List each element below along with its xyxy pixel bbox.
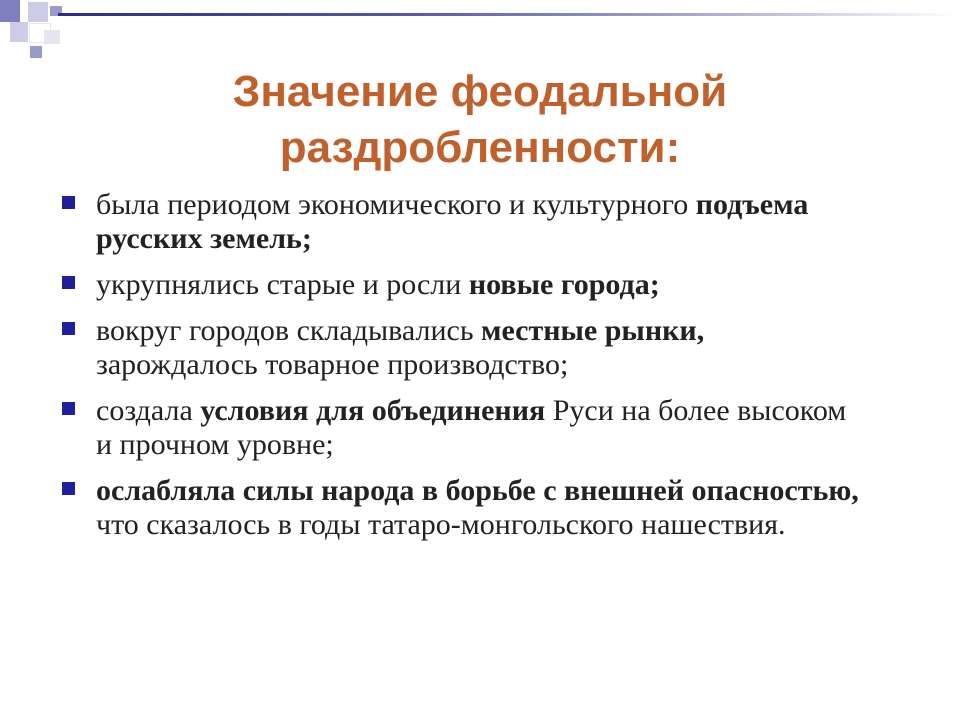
decor-square xyxy=(0,0,20,22)
bullet-bold-text: ослабляла силы народа в борьбе с внешней опасностью, xyxy=(96,474,859,507)
bullet-text: укрупнялись старые и росли xyxy=(96,268,469,301)
bullet-text: Руси на более высоком и прочном уровне; xyxy=(96,394,847,461)
slide-title xyxy=(80,64,880,176)
square-bullet-icon xyxy=(62,482,75,495)
decor-square xyxy=(28,2,48,22)
square-bullet-icon xyxy=(62,196,75,209)
bullet-bold-text: условия для объединения xyxy=(200,394,546,427)
bullet-text: вокруг городов складывались xyxy=(96,314,482,347)
bullet-text: была периодом экономического и культурного xyxy=(96,188,696,221)
top-gradient-bar xyxy=(58,13,960,16)
bullet-list xyxy=(62,188,862,554)
square-bullet-icon xyxy=(62,402,75,415)
decor-square xyxy=(44,30,60,44)
slide-title-line-1: Значение феодальной xyxy=(232,67,728,116)
bullet-text: что сказалось в годы татаро-монгольского нашествия. xyxy=(96,508,786,541)
bullet-item xyxy=(62,314,862,382)
bullet-text: зарождалось товарное производство; xyxy=(96,348,569,381)
bullet-bold-text: новые города; xyxy=(468,268,660,301)
bullet-item xyxy=(62,268,862,302)
decor-square xyxy=(10,22,28,42)
bullet-item xyxy=(62,188,862,256)
bullet-item xyxy=(62,474,862,542)
square-bullet-icon xyxy=(62,276,75,289)
decor-square xyxy=(30,46,42,58)
bullet-text: создала xyxy=(96,394,201,427)
slide-title-line-2: раздробленности: xyxy=(279,123,681,172)
square-bullet-icon xyxy=(62,322,75,335)
bullet-item xyxy=(62,394,862,462)
bullet-bold-text: подъема русских земель; xyxy=(96,188,809,255)
bullet-bold-text: местные рынки, xyxy=(481,314,705,347)
